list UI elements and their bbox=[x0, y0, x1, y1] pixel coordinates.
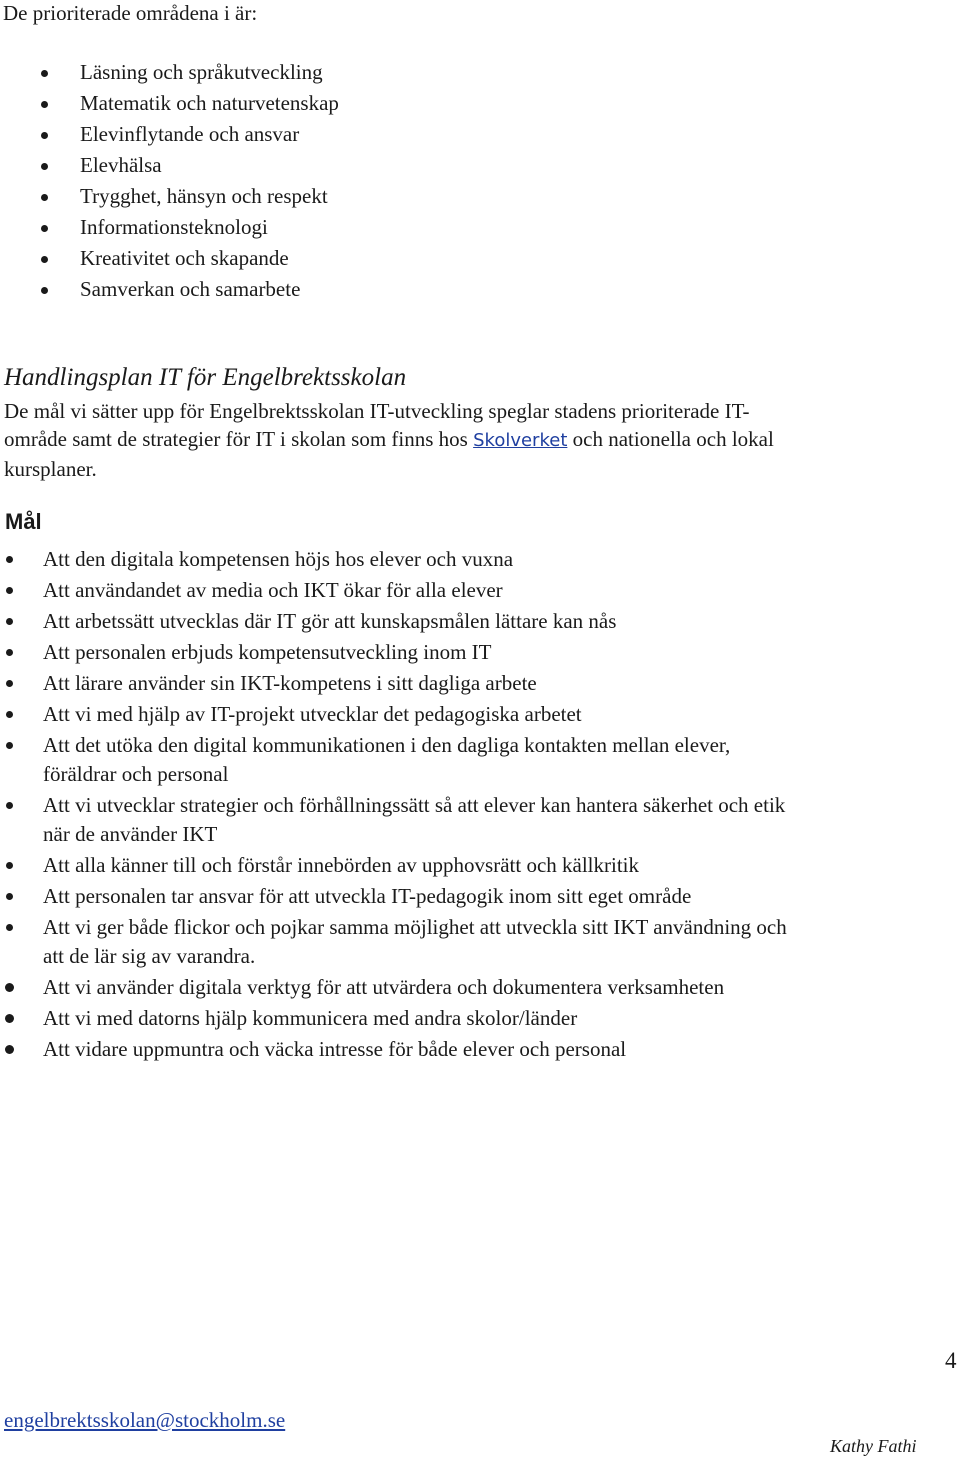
goal-text: Att vi ger både flickor och pojkar samma möjlighet att utveckla sitt IKT användning och bbox=[43, 915, 787, 939]
plan-line-1: De mål vi sätter upp för Engelbrektsskolan IT-utveckling speglar stadens prioriterade IT- bbox=[4, 399, 750, 423]
bullet-icon bbox=[6, 556, 13, 563]
bullet-icon bbox=[6, 893, 13, 900]
bullet-icon bbox=[41, 287, 48, 294]
bullet-icon bbox=[6, 618, 13, 625]
plan-line-3: kursplaner. bbox=[4, 457, 97, 481]
priority-item bbox=[0, 120, 940, 151]
priority-item bbox=[0, 151, 940, 182]
priority-label: Informationsteknologi bbox=[80, 215, 268, 239]
goal-item bbox=[0, 882, 950, 911]
priority-label: Elevhälsa bbox=[80, 153, 162, 177]
goal-text: när de använder IKT bbox=[43, 822, 218, 846]
bullet-icon bbox=[41, 132, 48, 139]
goal-text: Att användandet av media och IKT ökar för alla elever bbox=[43, 578, 503, 602]
goal-text: Att vidare uppmuntra och väcka intresse för både elever och personal bbox=[43, 1037, 627, 1061]
bullet-icon bbox=[41, 194, 48, 201]
page-number: 4 bbox=[945, 1348, 957, 1373]
goal-item bbox=[0, 1035, 950, 1064]
priority-item bbox=[0, 275, 940, 306]
goal-item bbox=[0, 638, 950, 667]
goal-item bbox=[0, 700, 950, 729]
priority-label: Trygghet, hänsyn och respekt bbox=[80, 184, 328, 208]
bullet-icon bbox=[5, 983, 14, 992]
goal-text: Att personalen erbjuds kompetensutveckling inom IT bbox=[43, 640, 492, 664]
bullet-icon bbox=[6, 587, 13, 594]
intro-line: De prioriterade områdena i är: bbox=[3, 1, 258, 25]
goal-text: Att vi utvecklar strategier och förhållningssätt så att elever kan hantera säkerhet och etik bbox=[43, 793, 786, 817]
priority-label: Läsning och språkutveckling bbox=[80, 60, 323, 84]
priority-item bbox=[0, 89, 940, 120]
plan-heading: Handlingsplan IT för Engelbrektsskolan bbox=[4, 364, 407, 391]
goal-item bbox=[0, 851, 950, 880]
priority-item bbox=[0, 182, 940, 213]
bullet-icon bbox=[6, 742, 13, 749]
plan-paragraph bbox=[4, 397, 944, 483]
goal-text: Att vi med datorns hjälp kommunicera med andra skolor/länder bbox=[43, 1006, 578, 1030]
footer-author: Kathy Fathi bbox=[830, 1436, 917, 1456]
plan-line-2-end: och nationella och lokal bbox=[567, 427, 774, 451]
goal-item bbox=[0, 731, 950, 789]
priority-item bbox=[0, 213, 940, 244]
goal-text: Att vi använder digitala verktyg för att utvärdera och dokumentera verksamheten bbox=[43, 975, 725, 999]
goal-text: Att alla känner till och förstår innebörden av upphovsrätt och källkritik bbox=[43, 853, 639, 877]
goal-item bbox=[0, 576, 950, 605]
priority-label: Samverkan och samarbete bbox=[80, 277, 301, 301]
bullet-icon bbox=[6, 802, 13, 809]
priority-list bbox=[0, 58, 940, 306]
goal-text: föräldrar och personal bbox=[43, 762, 229, 786]
plan-line-2 bbox=[4, 425, 944, 455]
goal-text: Att vi med hjälp av IT-projekt utvecklar det pedagogiska arbetet bbox=[43, 702, 582, 726]
bullet-icon bbox=[6, 711, 13, 718]
priority-item bbox=[0, 244, 940, 275]
goals-heading: Mål bbox=[5, 509, 42, 534]
goal-text: Att lärare använder sin IKT-kompetens i sitt dagliga arbete bbox=[43, 671, 537, 695]
priority-label: Elevinflytande och ansvar bbox=[80, 122, 300, 146]
plan-line-2-start: område samt de strategier för IT i skolan som finns hos bbox=[4, 427, 474, 451]
bullet-icon bbox=[5, 1045, 14, 1054]
goal-text: Att personalen tar ansvar för att utveckla IT-pedagogik inom sitt eget område bbox=[43, 884, 692, 908]
goal-text: Att den digitala kompetensen höjs hos elever och vuxna bbox=[43, 547, 514, 571]
priority-label: Kreativitet och skapande bbox=[80, 246, 289, 270]
goal-item bbox=[0, 1004, 950, 1033]
goals-list bbox=[0, 545, 950, 1066]
bullet-icon bbox=[41, 70, 48, 77]
goal-item bbox=[0, 791, 950, 849]
bullet-icon bbox=[41, 225, 48, 232]
goal-text: Att det utöka den digital kommunikationen i den dagliga kontakten mellan elever, bbox=[43, 733, 731, 757]
bullet-icon bbox=[41, 256, 48, 263]
skolverket-link[interactable]: Skolverket bbox=[473, 430, 568, 451]
footer-email-link[interactable]: engelbrektsskolan@stockholm.se bbox=[4, 1408, 286, 1432]
bullet-icon bbox=[6, 862, 13, 869]
priority-label: Matematik och naturvetenskap bbox=[80, 91, 339, 115]
bullet-icon bbox=[6, 680, 13, 687]
goal-item bbox=[0, 545, 950, 574]
priority-item bbox=[0, 58, 940, 89]
bullet-icon bbox=[41, 163, 48, 170]
goal-item bbox=[0, 607, 950, 636]
bullet-icon bbox=[5, 1014, 14, 1023]
goal-text: att de lär sig av varandra. bbox=[43, 944, 256, 968]
goal-item bbox=[0, 973, 950, 1002]
goal-text: Att arbetssätt utvecklas där IT gör att kunskapsmålen lättare kan nås bbox=[43, 609, 617, 633]
goal-item bbox=[0, 913, 950, 971]
bullet-icon bbox=[6, 924, 13, 931]
bullet-icon bbox=[6, 649, 13, 656]
goal-item bbox=[0, 669, 950, 698]
bullet-icon bbox=[41, 101, 48, 108]
